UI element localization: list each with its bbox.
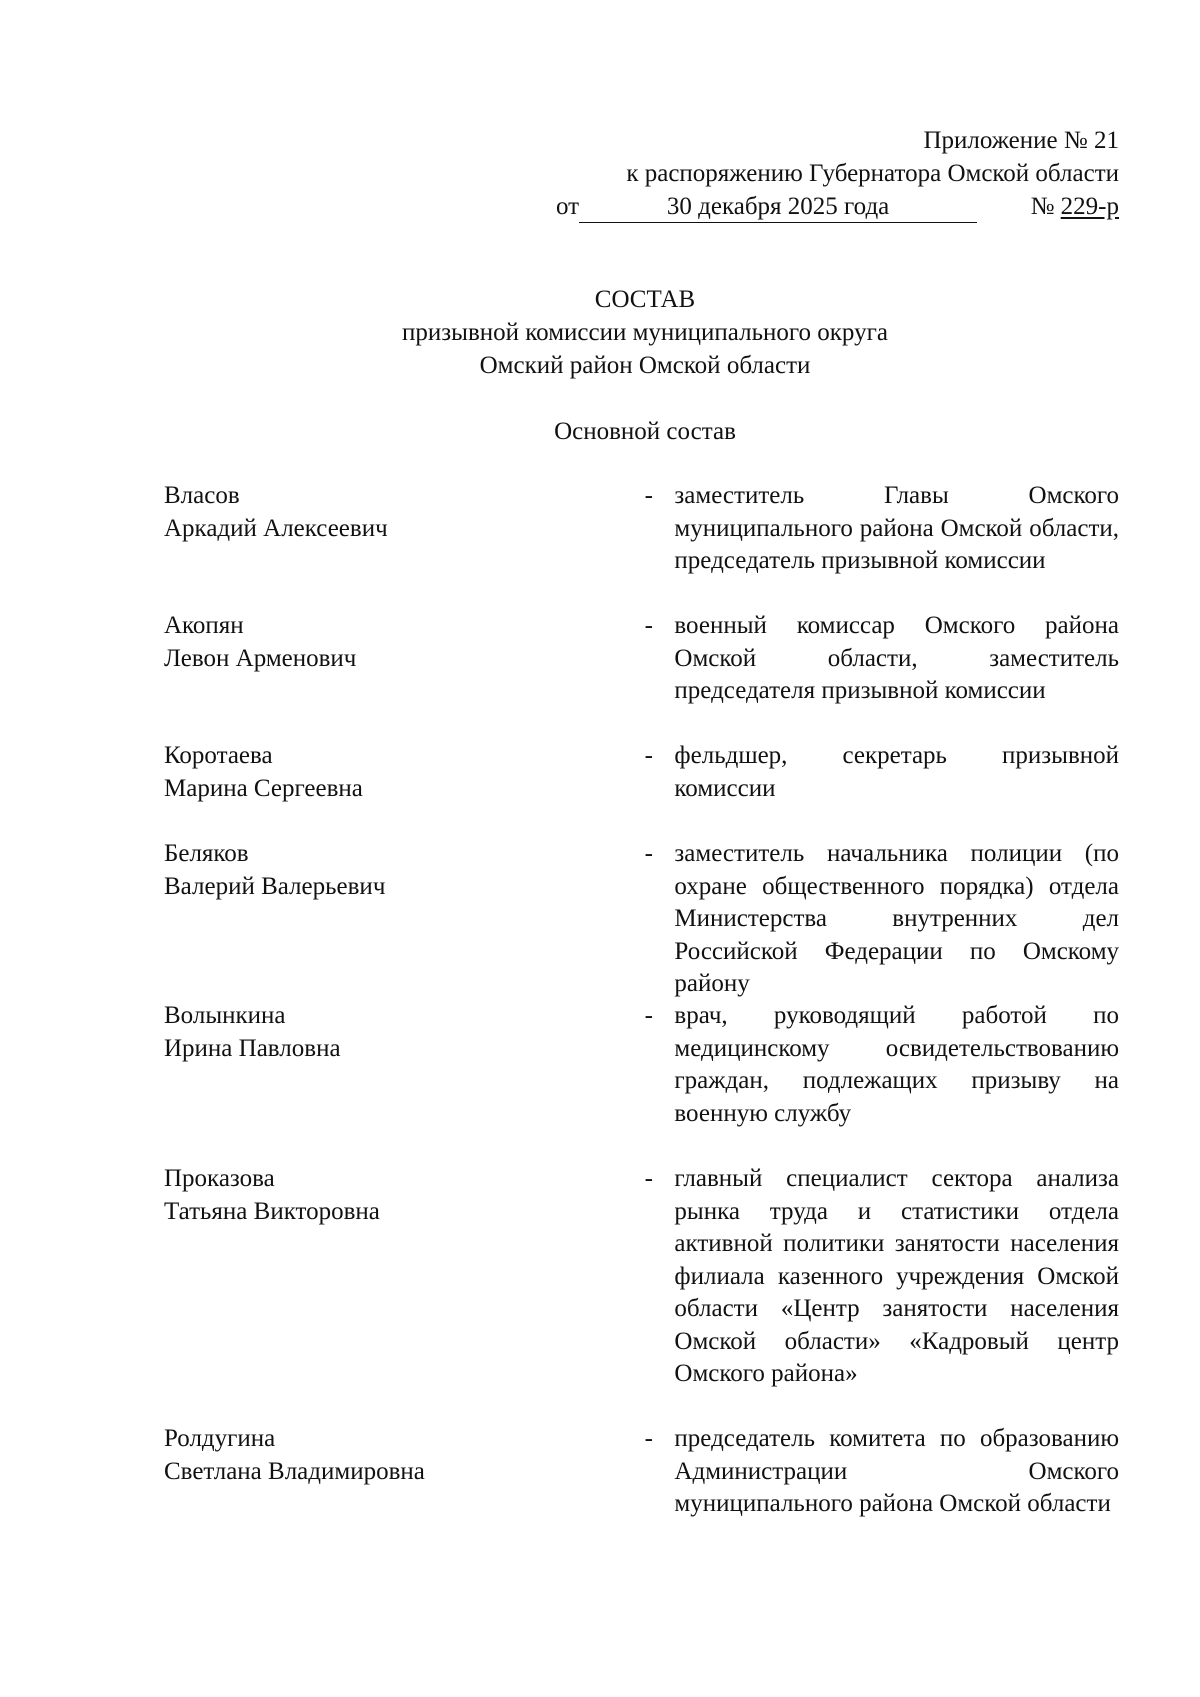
member-name (164, 1000, 479, 1130)
order-date (556, 190, 977, 223)
member-name (164, 1423, 479, 1521)
member-role: заместитель начальника полиции (по охране общественного порядка) отдела Министерства внутренних дел Российской Федерации по Омскому району (674, 840, 1120, 997)
member-dash: - (644, 1165, 653, 1192)
member-entry (164, 1423, 1119, 1521)
member-role: заместитель Главы Омского муниципального района Омской области, председатель призывной комиссии (674, 482, 1120, 574)
member-dash: - (644, 840, 653, 867)
title-main: СОСТАВ (594, 286, 696, 313)
member-name (164, 740, 479, 805)
member-entry (164, 740, 1119, 805)
member-role: врач, руководящий работой по медицинскому освидетельствованию граждан, подлежащих призыву на военную службу (674, 1002, 1120, 1127)
member-entry (164, 1163, 1119, 1391)
section-label: Основной состав (554, 418, 736, 445)
member-role: фельдшер, секретарь призывной комиссии (674, 742, 1120, 802)
member-surname: Коротаева (164, 742, 273, 769)
member-surname: Беляков (164, 840, 249, 867)
member-given-name: Ирина Павловна (164, 1034, 341, 1062)
member-surname: Акопян (164, 612, 244, 639)
member-role: главный специалист сектора анализа рынка труда и статистики отдела активной политики занятости населения филиала казенного учреждения Омской области «Центр занятости населения Омской области» «Кадровый центр Омского района» (674, 1165, 1120, 1387)
member-surname: Власов (164, 482, 240, 509)
member-given-name: Левон Арменович (164, 644, 357, 672)
member-entry (164, 1000, 1119, 1130)
order-number (1031, 190, 1119, 223)
member-surname: Волынкина (164, 1002, 286, 1029)
member-name (164, 1163, 479, 1391)
member-name (164, 838, 479, 1001)
member-name (164, 480, 479, 578)
number-prefix: № (1030, 193, 1055, 220)
date-value-underlined (579, 192, 977, 223)
member-role: военный комиссар Омского района Омской области, заместитель председателя призывной комиссии (674, 612, 1120, 704)
title-line-2: призывной комиссии муниципального округа (402, 319, 888, 346)
member-role: председатель комитета по образованию Администрации Омского муниципального района Омской области (674, 1425, 1120, 1517)
order-date-line (556, 190, 1119, 223)
member-dash: - (644, 612, 653, 639)
member-dash: - (644, 1002, 653, 1029)
member-given-name: Валерий Валерьевич (164, 872, 386, 900)
member-entry (164, 480, 1119, 578)
appendix-header (556, 124, 1119, 223)
title-line-3: Омский район Омской области (479, 352, 811, 379)
number-value: 229-р (1060, 193, 1119, 220)
member-given-name: Марина Сергеевна (164, 774, 363, 802)
member-name (164, 610, 479, 708)
member-given-name: Светлана Владимировна (164, 1457, 425, 1485)
member-entry (164, 838, 1119, 1001)
document-title (0, 283, 1200, 382)
appendix-reference: к распоряжению Губернатора Омской области (626, 160, 1119, 187)
date-prefix: от (556, 193, 580, 220)
appendix-number: Приложение № 21 (923, 127, 1119, 154)
date-value: 30 декабря 2025 года (666, 193, 890, 220)
member-dash: - (644, 482, 653, 509)
member-entry (164, 610, 1119, 708)
member-dash: - (644, 1425, 653, 1452)
member-given-name: Аркадий Алексеевич (164, 514, 388, 542)
member-surname: Ролдугина (164, 1425, 276, 1452)
member-surname: Проказова (164, 1165, 275, 1192)
member-given-name: Татьяна Викторовна (164, 1197, 380, 1225)
member-dash: - (644, 742, 653, 769)
